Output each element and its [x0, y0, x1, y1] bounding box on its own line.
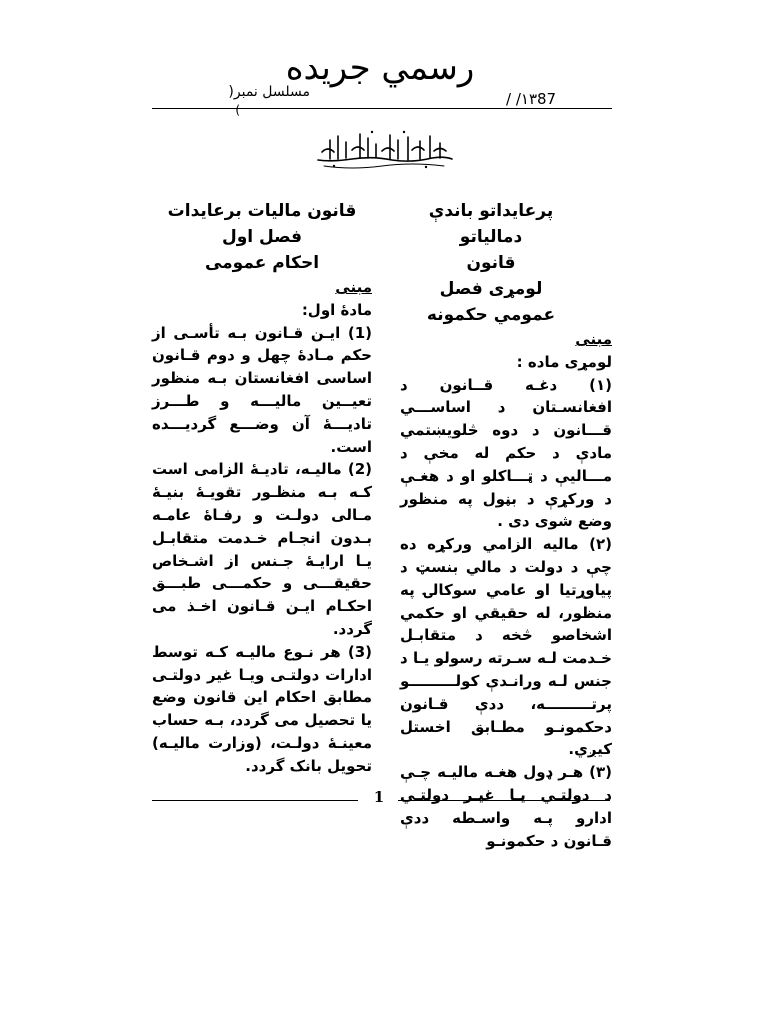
dari-paragraph-3: (3) هر نـوع ماليـه كـه توسط ادارات دولتـى ويـا غير دولتـى مطابق احكام اين قانون وضع يا تحصيل مى گردد، بـه حساب معينـۀ دولـت، (وزارت ماليـه) تحويل بانک گردد.: [152, 642, 372, 775]
basmala-calligraphy-icon: [312, 126, 456, 170]
serial-close-paren: ): [235, 103, 240, 117]
gazette-title: رسمي جريده: [285, 48, 475, 88]
serial-label: مسلسل نمبر(: [228, 84, 310, 100]
footer-divider-right: [398, 800, 610, 801]
dari-column: [152, 198, 372, 778]
dari-paragraph-1: (1) ايـن قـانون بـه تأسـى از حكم مـادۀ چهل و دوم قـانون اساسى افغانستان بـه منظور تعيــين ماليـــه و طـــرز تاديـــۀ آن وضـــع گرديـــده است.: [152, 323, 372, 456]
header-divider: [152, 108, 612, 109]
dari-basis-label: مبنى: [335, 278, 372, 296]
serial-number-label: [170, 84, 310, 118]
page-number: 1: [373, 788, 385, 806]
dari-chapter-heading: فصل اول: [221, 227, 303, 247]
pashto-article-title: لومړی ماده :: [516, 352, 612, 371]
dari-article-title: مادۀ اول:: [301, 300, 372, 319]
pashto-paragraph-1: (١) دغـه قــانون د افغانسـتان د اساســـي قـــانون د دوه څلويښتمي مادې د حكم له مخې د مـــاليې د ټـــاكلو او د هغـې د وركړې د بڼول په منظور وضع شوی دی .: [400, 375, 612, 531]
dari-paragraph-2: (2) ماليـه، تاديـۀ الزامى است كـه بـه منظـور تقويـۀ بنيـۀ مـالى دولـت و رفـاۀ عامـه بـدون انجـام خـدمت متقابـل يـا ارايـۀ جـنس از اشـخاص حقيقـــى و حكمـــى طبـــق احكـام ايـن قـانون اخـذ مى گردد.: [152, 460, 372, 638]
pashto-paragraph-2: (٢) ماليه الزامي وركړه ده چې د دولت د مالي بنسټ د پياوړتيا او عامي سوكالۍ په منظور، له حقيقي او حكمي اشخاصو څخه د متقابـل خـدمت لـه سـرته رسولو يـا د جنس لـه ورانـدې كولـــــــــو پرتـــــــــه، ددې قـانون دحكمونـو مطـابق اخستل كيږي.: [400, 535, 612, 759]
dari-general-provisions: احكام عمومى: [204, 253, 320, 273]
dari-law-title: قانون ماليات برعايدات: [167, 201, 357, 221]
pashto-law-word: قانون: [466, 253, 516, 273]
pashto-law-title: پرعايداتو باندې دمالياتو: [428, 201, 554, 247]
pashto-chapter-heading: لومړی فصل: [439, 279, 543, 299]
pashto-column: [400, 198, 612, 852]
issue-date: / /١٣87: [506, 90, 557, 108]
pashto-general-provisions: عمومي حكمونه: [426, 305, 556, 325]
pashto-paragraph-3: (٣) هـر ډول هغـه ماليـه چـې د دولتـي يـا غيـر دولتـي ادارو پـه واسـطه ددې قـانون د حكمونـو: [400, 763, 612, 850]
footer-divider-left: [152, 800, 358, 801]
pashto-basis-label: مبنی: [575, 330, 612, 348]
